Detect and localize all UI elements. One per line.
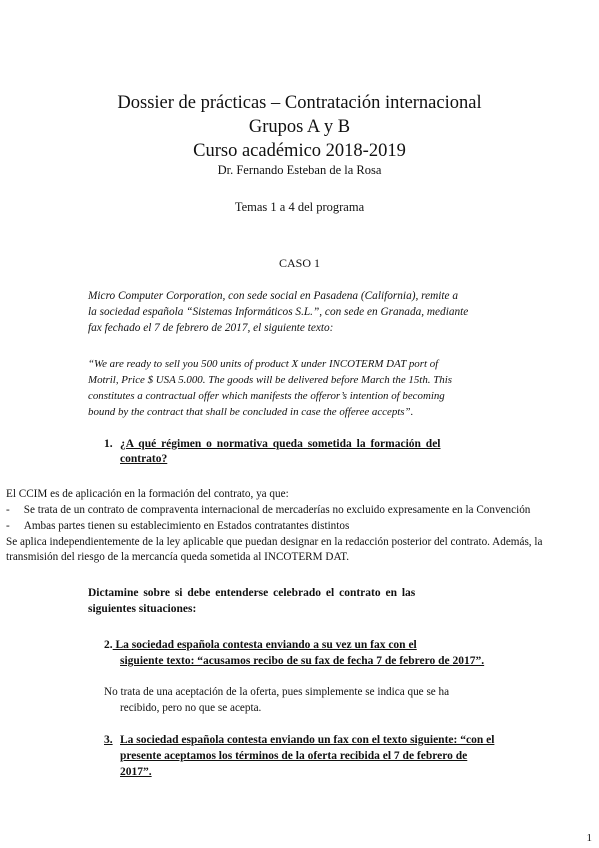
answer-1-closing-line: transmisión del riesgo de la mercancía queda sometida al INCOTERM DAT. xyxy=(6,551,350,563)
answer-1-closing-line: Se aplica independientemente de la ley aplicable que puedan designar en la redacción posterior del contrato. Además, la xyxy=(6,536,543,548)
question-3-line: 2017”. xyxy=(120,766,152,778)
question-3-line: presente aceptamos los términos de la oferta recibida el 7 de febrero de xyxy=(120,750,468,762)
offer-quote xyxy=(88,356,528,420)
case-intro-line: Micro Computer Corporation, con sede social en Pasadena (California), remite a xyxy=(88,290,459,302)
quote-line: bound by the contract that shall be concluded in case the offeree accepts”. xyxy=(88,406,414,418)
question-1-number: 1. xyxy=(104,438,113,450)
case-intro xyxy=(88,288,528,336)
question-2-line: siguiente texto: “acusamos recibo de su fax de fecha 7 de febrero de 2017”. xyxy=(120,655,485,667)
document-title: Dossier de prácticas – Contratación internacional xyxy=(117,93,482,113)
dictamine-line: siguientes situaciones: xyxy=(88,603,197,615)
case-intro-line: la sociedad española “Sistemas Informáticos S.L.”, con sede en Granada, mediante xyxy=(88,306,469,318)
question-2 xyxy=(104,638,417,653)
question-1-line: ¿A qué régimen o normativa queda sometida la formación del xyxy=(120,438,441,450)
case-intro-line: fax fechado el 7 de febrero de 2017, el siguiente texto: xyxy=(88,322,334,334)
question-2-number: 2. xyxy=(104,639,113,651)
author-line: Dr. Fernando Esteban de la Rosa xyxy=(217,163,382,177)
dictamine-line: Dictamine sobre si debe entenderse celebrado el contrato en las xyxy=(88,587,416,599)
page-number: 1 xyxy=(586,832,592,844)
bullet-text: Se trata de un contrato de compraventa internacional de mercaderías no excluido expresamente en la Convención xyxy=(23,504,531,516)
case-heading: CASO 1 xyxy=(278,256,320,270)
quote-line: “We are ready to sell you 500 units of product X under INCOTERM DAT port of xyxy=(88,358,439,370)
bullet-marker: - xyxy=(6,504,10,516)
question-3-line: La sociedad española contesta enviando un fax con el texto siguiente: “con el xyxy=(120,734,495,746)
answer-2-line: recibido, pero no que se acepta. xyxy=(120,702,262,714)
quote-line: Motril, Price $ USA 5.000. The goods will be delivered before March the 15th. This xyxy=(88,374,452,386)
answer-2-line: No trata de una aceptación de la oferta, pues simplemente se indica que se ha xyxy=(104,686,450,698)
answer-1-bullet xyxy=(6,503,530,518)
answer-1-bullet xyxy=(6,519,349,534)
question-1-line: contrato? xyxy=(120,453,168,465)
question-2-line: La sociedad española contesta enviando a su vez un fax con el xyxy=(112,639,417,651)
topics-line: Temas 1 a 4 del programa xyxy=(234,200,365,214)
course-line: Curso académico 2018-2019 xyxy=(193,141,406,161)
question-3-number: 3. xyxy=(104,734,113,746)
bullet-marker: - xyxy=(6,520,10,532)
bullet-text: Ambas partes tienen su establecimiento en Estados contratantes distintos xyxy=(23,520,350,532)
answer-1-intro: El CCIM es de aplicación en la formación del contrato, ya que: xyxy=(6,488,289,500)
groups-line: Grupos A y B xyxy=(248,117,351,137)
quote-line: constitutes a contractual offer which manifests the offeror’s intention of becoming xyxy=(88,390,445,402)
